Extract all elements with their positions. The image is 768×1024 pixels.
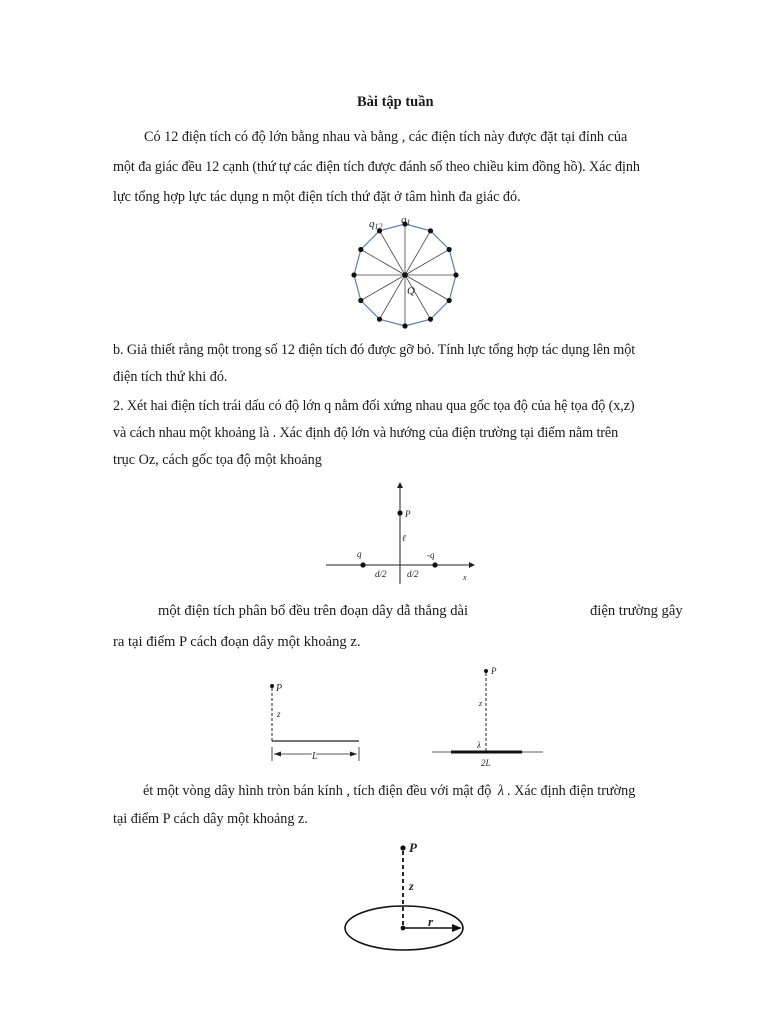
- wire-right-label-2L: 2L: [481, 758, 491, 768]
- p3-line1a: một điện tích phân bố đều trên đoạn dây dẫ thẳng dài: [158, 603, 469, 619]
- axis-label-d2-right: d/2: [407, 569, 419, 579]
- wire-left-label-z: z: [277, 709, 281, 719]
- axis-label-P: P: [405, 509, 411, 519]
- axis-label-x: x: [463, 573, 467, 582]
- wire-left-label-P: P: [276, 683, 283, 694]
- axis-label-ell: ℓ: [402, 533, 406, 543]
- wire-right-label-z: z: [479, 699, 483, 708]
- p1-line2: một đa giác đều 12 cạnh (thứ tự các điện tích được đánh số theo chiều kim đồng hồ). Xác định: [113, 159, 640, 175]
- label-q1: q1: [401, 214, 411, 227]
- p1-line3: lực tổng hợp lực tác dụng n một điện tích thứ đặt ở tâm hình đa giác đó.: [113, 189, 521, 205]
- wire-right-label-P: P: [491, 666, 497, 676]
- p2-line2: và cách nhau một khoảng là . Xác định độ lớn và hướng của điện trường tại điểm nằm trên: [113, 425, 619, 441]
- wire-right-label-lambda: λ: [477, 740, 481, 750]
- page-title: Bài tập tuần: [357, 94, 434, 110]
- ring-center: [401, 926, 406, 931]
- axis-label-q: q: [357, 549, 362, 559]
- axis-label-d2-left: d/2: [375, 569, 387, 579]
- ring-radius-arrow: [452, 924, 462, 932]
- p2-line1: 2. Xét hai điện tích trái dấu có độ lớn q nằm đối xứng nhau qua gốc tọa độ của hệ tọa độ (x,z): [113, 398, 635, 414]
- pb-line1: b. Giả thiết rằng một trong số 12 điện tích đó được gỡ bỏ. Tính lực tổng hợp tác dụng lên một: [113, 342, 636, 358]
- axis-label-neg-q: -q: [427, 550, 435, 560]
- p3-line1b: điện trường gây: [590, 603, 683, 619]
- p4-lambda: λ: [497, 783, 505, 799]
- label-center-Q: Q: [407, 285, 415, 297]
- pb-line2: điện tích thứ khi đó.: [113, 369, 228, 385]
- p2-line3: trục Oz, cách gốc tọa độ một khoảng: [113, 452, 322, 468]
- wire-left-label-L: L: [312, 751, 318, 762]
- p4-line1a: ét một vòng dây hình tròn bán kính , tích điện đều với mật độ: [143, 783, 492, 799]
- p4-line2: tại điểm P cách dây một khoảng z.: [113, 811, 308, 827]
- p3-line2: ra tại điểm P cách đoạn dây một khoảng z.: [113, 634, 361, 650]
- ring-label-z: z: [409, 879, 414, 893]
- ring-label-r: r: [428, 914, 434, 929]
- ring-label-P: P: [409, 840, 417, 855]
- p4-line1b: . Xác định điện trường: [507, 783, 636, 799]
- ring-point-P: [400, 845, 405, 850]
- p1-line1: Có 12 điện tích có độ lớn bằng nhau và bằng , các điện tích này được đặt tại đỉnh của: [144, 129, 628, 145]
- label-q12: q12: [369, 218, 383, 231]
